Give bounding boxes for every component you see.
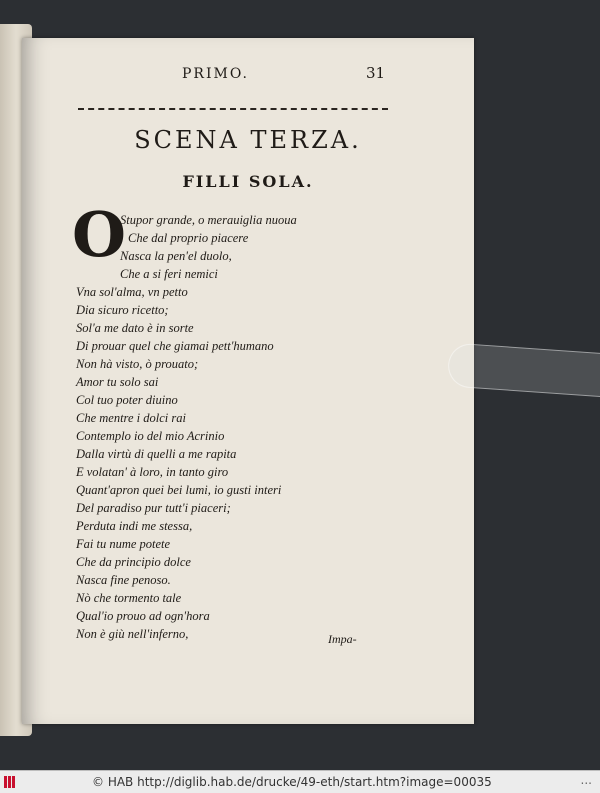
- verse-line: Sol'a me dato è in sorte: [76, 321, 194, 335]
- catchword: Impa-: [328, 632, 357, 646]
- verse-line: E volatan' à loro, in tanto giro: [76, 465, 229, 479]
- page-number: 31: [366, 64, 386, 82]
- verse-line: Qual'io prouo ad ogn'hora: [76, 609, 210, 623]
- verse-line: Che a si feri nemici: [120, 267, 218, 281]
- verse-line: Vna sol'alma, vn petto: [76, 285, 188, 299]
- verse-line: Quant'apron quei bei lumi, io gusti interi: [76, 483, 282, 497]
- more-menu-button[interactable]: ...: [580, 773, 592, 787]
- drop-capital: O: [72, 198, 127, 271]
- verse-line: Nasca fine penoso.: [76, 573, 171, 587]
- verse-line: Nò che tormento tale: [76, 591, 182, 605]
- verse-line: Del paradiso pur tutt'i piaceri;: [76, 501, 231, 515]
- status-footer: [0, 770, 600, 793]
- verse-line: Che mentre i dolci rai: [76, 411, 186, 425]
- verse-line: Fai tu nume potete: [76, 537, 171, 551]
- verse-line: Non hà visto, ò prouato;: [76, 357, 199, 371]
- running-head: PRIMO.: [182, 66, 249, 82]
- verse-line: Col tuo poter diuino: [76, 393, 178, 407]
- verse-line: Perduta indi me stessa,: [76, 519, 193, 533]
- verse-line: Nasca la pen'el duolo,: [120, 249, 232, 263]
- character-heading: FILLI SOLA.: [182, 172, 314, 191]
- verse-line: Dalla virtù di quelli a me rapita: [76, 447, 237, 461]
- verse-line: Stupor grande, o merauiglia nuoua: [120, 213, 297, 227]
- verse-line: Che dal proprio piacere: [128, 231, 249, 245]
- verse-line: Che da principio dolce: [76, 555, 191, 569]
- verse-line: Non è giù nell'inferno,: [76, 627, 189, 641]
- verse-line: Di prouar quel che giamai pett'humano: [76, 339, 274, 353]
- header-rule: [78, 108, 388, 110]
- verse-line: Amor tu solo sai: [76, 375, 159, 389]
- book-page: [22, 38, 474, 724]
- copyright-link[interactable]: © HAB http://diglib.hab.de/drucke/49-eth/start.htm?image=00035: [92, 775, 492, 789]
- verse-line: Contemplo io del mio Acrinio: [76, 429, 225, 443]
- verse-line: Dia sicuro ricetto;: [76, 303, 169, 317]
- hab-logo-icon: [4, 776, 22, 788]
- scene-title: SCENA TERZA.: [134, 126, 362, 154]
